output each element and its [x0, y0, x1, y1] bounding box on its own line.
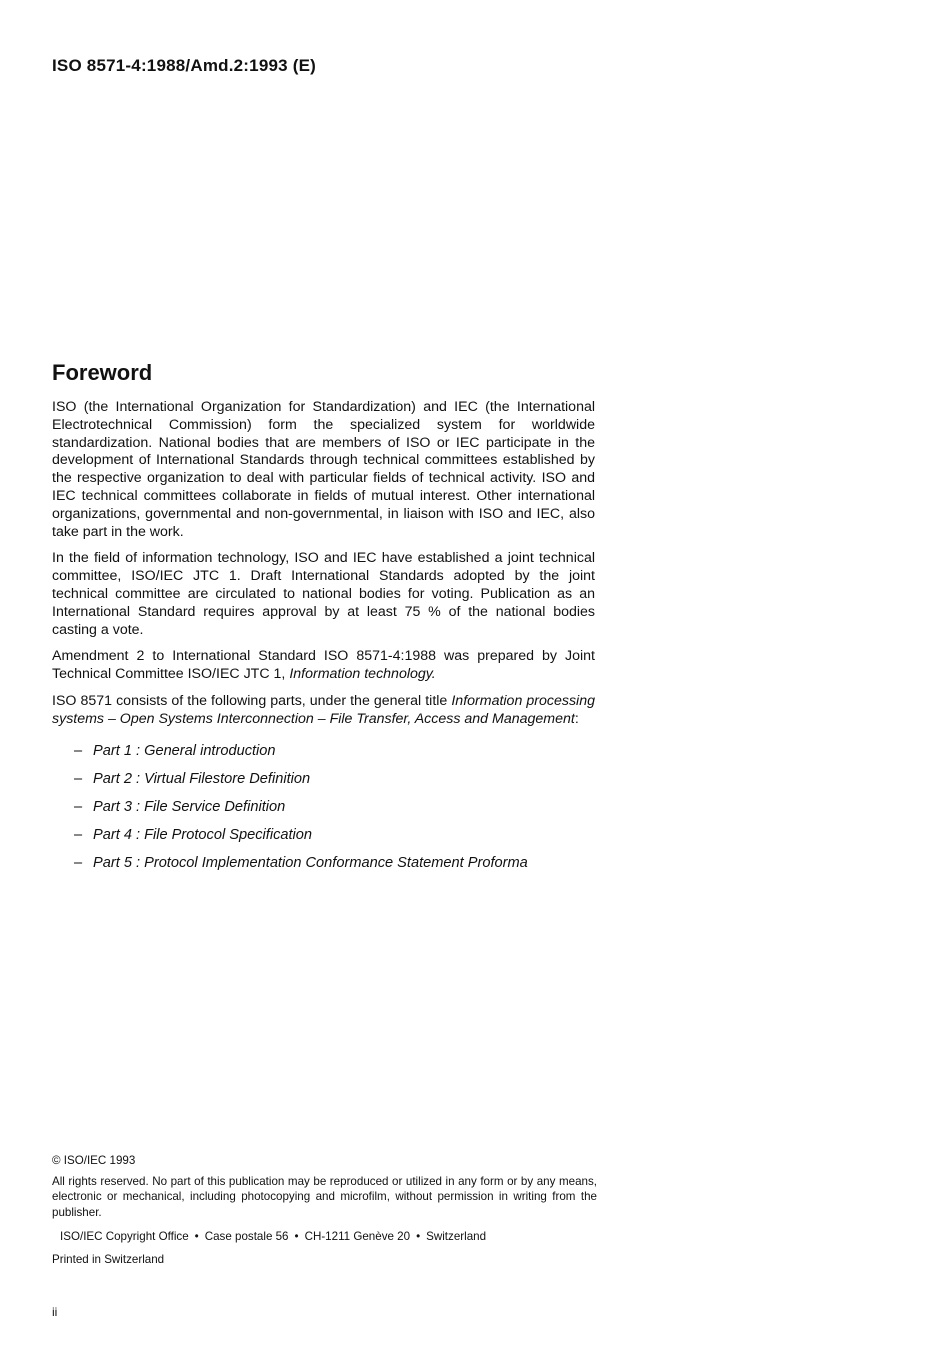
- parts-intro-paragraph: [52, 693, 595, 729]
- list-dash: –: [74, 742, 83, 759]
- copyright-office-address: [52, 1229, 597, 1245]
- part-title: Part 1 : General introduction: [93, 742, 276, 759]
- list-item: [52, 799, 595, 827]
- printed-in: Printed in Switzerland: [52, 1252, 165, 1266]
- bullet-separator: •: [294, 1230, 299, 1244]
- list-item: [52, 771, 595, 799]
- address-city: CH-1211 Genève 20: [304, 1230, 411, 1244]
- copyright-notice: © ISO/IEC 1993: [52, 1154, 136, 1167]
- part-title: Part 5 : Protocol Implementation Conformance Statement Proforma: [93, 854, 528, 871]
- list-item: [52, 827, 595, 855]
- parts-general-title: Information processing systems – Open Systems Interconnection – File Transfer, Access and Management: [52, 692, 595, 727]
- amendment-title: Information technology.: [289, 666, 436, 683]
- bullet-separator: •: [416, 1230, 421, 1244]
- parts-intro-text: ISO 8571 consists of the following parts, under the general title: [52, 692, 452, 709]
- parts-list: [52, 743, 595, 883]
- list-dash: –: [74, 798, 83, 815]
- amendment-text: Amendment 2 to International Standard ISO 8571-4:1988 was prepared by Joint Technical Committee ISO/IEC JTC 1,: [52, 648, 595, 683]
- foreword-section: [52, 360, 595, 883]
- list-dash: –: [74, 770, 83, 787]
- foreword-paragraph-2: In the field of information technology, ISO and IEC have established a joint technical committee, ISO/IEC JTC 1. Draft International Standards adopted by the joint technical committee are circulated to national bodies for voting. Publication as an International Standard requires approval by at least 75 % of the national bodies casting a vote.: [52, 550, 595, 638]
- list-item: [52, 855, 595, 883]
- part-title: Part 3 : File Service Definition: [93, 798, 286, 815]
- address-postbox: Case postale 56: [204, 1230, 289, 1244]
- page-number: ii: [52, 1305, 58, 1319]
- foreword-paragraph-1: ISO (the International Organization for Standardization) and IEC (the International Electrotechnical Commission) form the specialized system for worldwide standardization. National bodies that are members of ISO or IEC participate in the development of International Standards through technical committees established by the respective organization to deal with particular fields of technical activity. ISO and IEC technical committees collaborate in fields of mutual interest. Other international organizations, governmental and non-governmental, in liaison with ISO and IEC, also take part in the work.: [52, 399, 595, 540]
- rights-statement: All rights reserved. No part of this publication may be reproduced or utilized in any form or by any means, electronic or mechanical, including photocopying and microfilm, without permission in writing from the publisher.: [52, 1174, 597, 1219]
- bullet-separator: •: [194, 1230, 199, 1244]
- part-title: Part 4 : File Protocol Specification: [93, 826, 313, 843]
- amendment-paragraph: [52, 648, 595, 684]
- address-country: Switzerland: [426, 1230, 487, 1244]
- foreword-heading: Foreword: [52, 360, 153, 385]
- list-item: [52, 743, 595, 771]
- list-dash: –: [74, 826, 83, 843]
- list-dash: –: [74, 854, 83, 871]
- part-title: Part 2 : Virtual Filestore Definition: [93, 770, 311, 787]
- parts-title-colon: :: [574, 710, 579, 727]
- copyright-block: [52, 1153, 597, 1268]
- address-office: ISO/IEC Copyright Office: [60, 1230, 189, 1244]
- document-identifier: ISO 8571-4:1988/Amd.2:1993 (E): [52, 56, 316, 75]
